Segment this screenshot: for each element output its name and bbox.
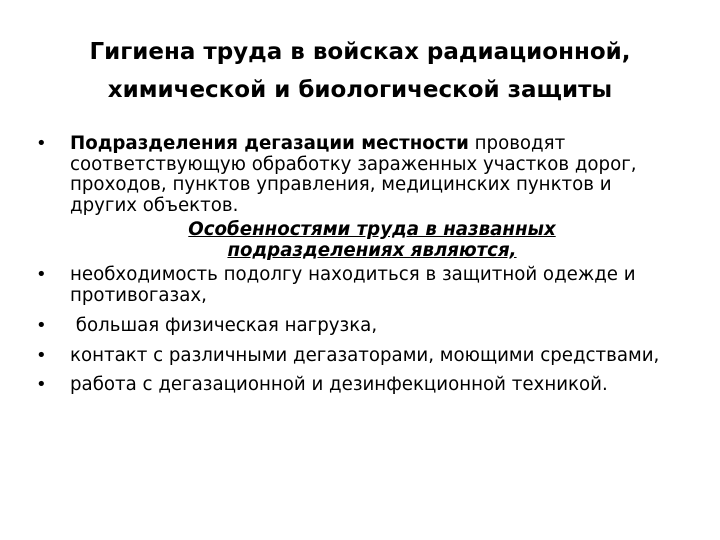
bullet-text: большая физическая нагрузка, [70,315,378,336]
intro-text: проводят соответствующую обработку зараженных участков дорог, проходов, пунктов управления, медицинских пунктов и других объектов. [70,133,637,216]
bullet-item [34,265,674,306]
bullet-text: необходимость подолгу находиться в защитной одежде и противогазах, [70,264,636,306]
bullet-text: работа с дегазационной и дезинфекционной техникой. [70,374,608,395]
slide-content [34,134,674,396]
bullet-icon: • [36,315,47,336]
bullet-icon: • [36,264,47,285]
bullet-icon: • [36,133,47,154]
bullet-text: контакт с различными дегазаторами, моющими средствами, [70,344,660,366]
bullet-icon: • [36,344,47,366]
intro-bold-text: Подразделения дегазации местности [70,133,469,154]
bullet-item [34,375,674,396]
bullet-item [34,316,674,337]
slide-title: Гигиена труда в войсках радиационной, химической и биологической защиты [89,39,631,103]
subheading: Особенностями труда в названных подразделениях являются, [188,219,556,261]
bullet-item-intro [34,134,674,216]
bullet-icon: • [36,374,47,395]
bullet-item [34,346,674,367]
